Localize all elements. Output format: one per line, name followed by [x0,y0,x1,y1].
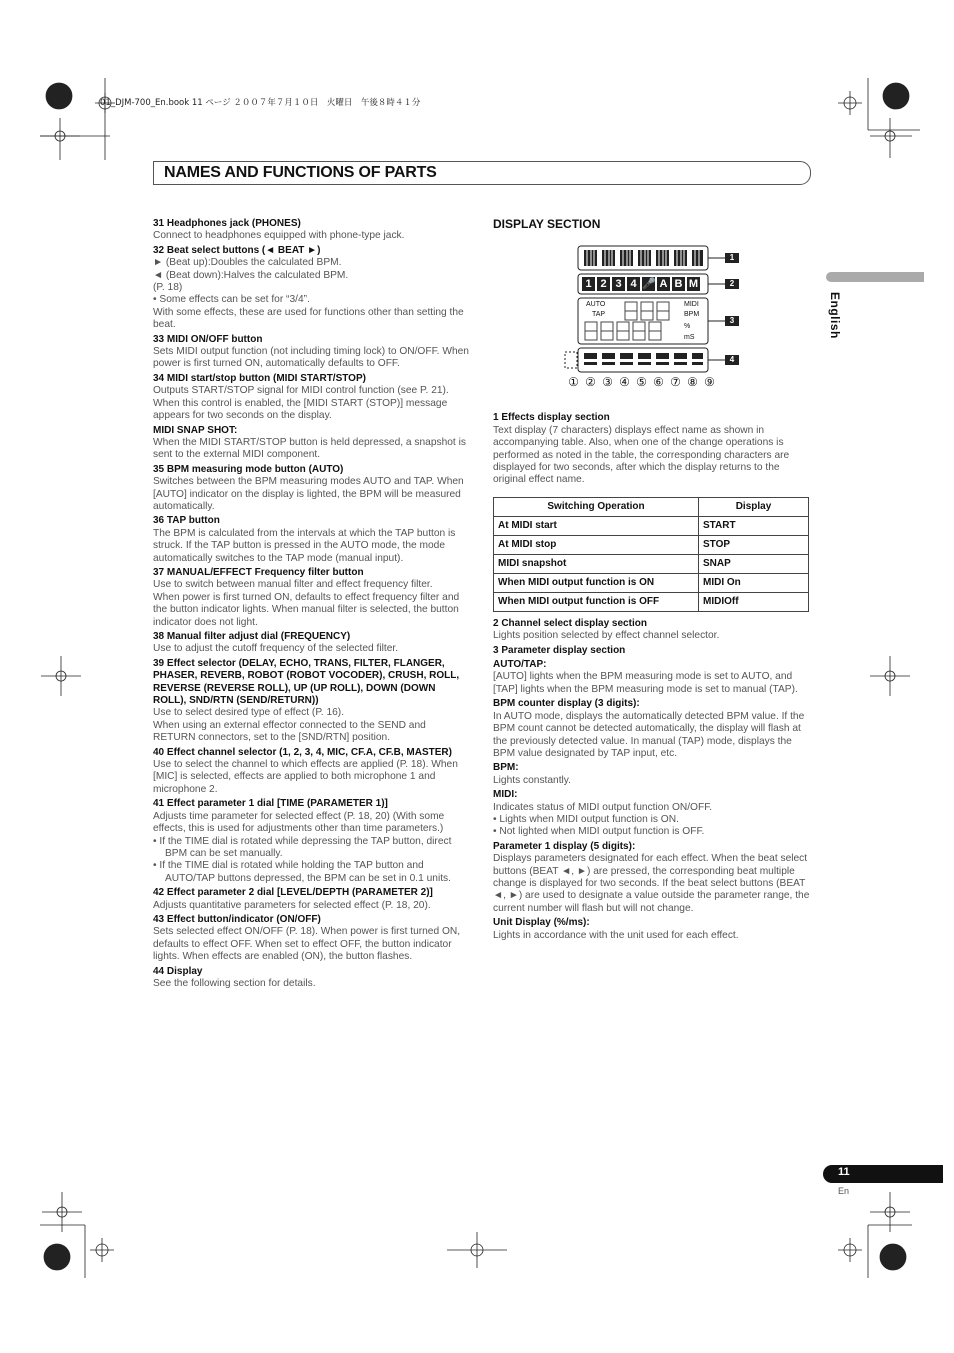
paragraph: Displays parameters designated for each effect. When the beat select buttons (BEAT ◄, ►) are pressed, the corresponding beat multiple change is displayed for two seconds. If the beat select buttons (BEAT ◄, ►) are used to designate a value outside the parameter range, the current number will flash but will not change. [493,853,810,914]
bpm-label: BPM [684,311,700,319]
paragraph: See the following section for details. [153,977,316,989]
part1-text: Text display (7 characters) displays effect name as shown in accompanying table. Also, when one of the change operations is performed as noted in the table, the corresponding characters are displayed for two seconds, after which the display returns to the original effect name. [493,424,790,486]
channel-char: M [688,278,699,291]
paragraph: In AUTO mode, displays the automatically detected BPM value. If the BPM count cannot be detected automatically, the display will flash at the previously detected value. In manual (TAP) mode, displays the BPM value designated by TAP input, etc. [493,710,805,759]
bullet-item: • If the TIME dial is rotated while holding the TAP button and AUTO/TAP buttons depressed, the BPM can be set in 0.1 units. [153,860,451,884]
item-heading: MIDI SNAP SHOT: [153,424,238,436]
ms-label: mS [684,334,695,342]
item-heading: 35 BPM measuring mode button (AUTO) [153,463,344,475]
paragraph: (P. 18) [153,282,183,294]
circled-number-row [567,376,716,388]
table-cell: STOP [699,535,809,554]
bullet-item: • Not lighted when MIDI output function is OFF. [493,826,705,838]
circled-number: ⑦ [670,375,681,390]
bullet-item: • If the TIME dial is rotated while depressing the TAP button, direct BPM can be set manually. [153,835,452,859]
callout-2: 2 [729,279,735,289]
item-heading: 2 Channel select display section [493,617,647,629]
paragraph: Indicates status of MIDI output function ON/OFF. [493,801,713,813]
page-lang: En [838,1186,850,1196]
table-cell: MIDI On [699,573,809,592]
auto-label: AUTO [586,301,606,309]
circled-number: ⑧ [687,375,698,390]
paragraph: [AUTO] lights when the BPM measuring mode is set to AUTO, and [TAP] lights when the BPM measuring mode is set to manual (TAP). [493,671,798,695]
item-heading: MIDI: [493,789,518,801]
item-heading: AUTO/TAP: [493,659,547,671]
table-cell: SNAP [699,554,809,573]
item-heading: 43 Effect button/indicator (ON/OFF) [153,913,321,925]
circled-number: ⑤ [636,375,647,390]
table-row [494,516,809,535]
channel-char: A [657,277,670,291]
page-number: 11 [838,1166,850,1178]
callout-4: 4 [729,355,735,365]
paragraph: Lights constantly. [493,774,571,786]
item-heading: 39 Effect selector (DELAY, ECHO, TRANS, FILTER, FLANGER, PHASER, REVERB, ROBOT (ROBOT VOCODER), CRUSH, ROLL, REVERSE (REVERSE ROLL), UP (UP ROLL), DOWN (DOWN ROLL), SND/RTN (SEND/RETURN)) [153,657,460,707]
table-row [494,592,809,611]
part1-heading: 1 Effects display section [493,412,610,424]
item-heading: BPM: [493,762,519,774]
item-heading: 33 MIDI ON/OFF button [153,333,263,345]
circled-number: ⑥ [653,375,664,390]
circled-number: ② [585,375,596,390]
midi-label: MIDI [684,301,699,309]
paragraph: When the MIDI START/STOP button is held depressed, a snapshot is sent to the external MIDI component. [153,436,466,461]
item-heading: 34 MIDI start/stop button (MIDI START/STOP) [153,372,366,384]
table-row [494,573,809,592]
channel-char: 1 [582,277,595,291]
paragraph: The BPM is calculated from the intervals at which the TAP button is struck. If the TAP button is pressed in the AUTO mode, the mode automatically switches to the TAP mode (manual input). [153,527,456,564]
section-title: NAMES AND FUNCTIONS OF PARTS [164,164,437,181]
item-heading: 38 Manual filter adjust dial (FREQUENCY) [153,631,351,642]
table-row [494,535,809,554]
item-heading: 44 Display [153,965,203,977]
paragraph: Sets MIDI output function (not including timing lock) to ON/OFF. When power is first turned ON, automatically defaults to OFF. [153,346,469,370]
table-cell: MIDIOff [699,592,809,611]
item-heading: 3 Parameter display section [493,644,626,656]
section-title-bar [153,161,811,185]
display-section-heading: DISPLAY SECTION [493,217,601,231]
circled-number: ① [568,375,579,390]
item-heading: 41 Effect parameter 1 dial [TIME (PARAMETER 1)] [153,798,388,810]
table-header: Switching Operation [494,497,699,516]
channel-char: 2 [597,277,610,291]
item-heading: 31 Headphones jack (PHONES) [153,218,301,229]
paragraph: When power is first turned ON, defaults to effect frequency filter and the button indicator lights. When manual filter is selected, the button indicator does not light. [153,591,460,628]
table-cell: MIDI snapshot [494,554,699,573]
item-heading: Unit Display (%/ms): [493,917,590,929]
file-header: 01_DJM-700_En.book 11 ページ ２００７年７月１０日 火曜日 午後８時４１分 [100,98,421,108]
language-tab [826,272,924,282]
table-cell: When MIDI output function is ON [494,573,699,592]
display-figure [493,238,811,408]
channel-char: 3 [612,277,625,291]
paragraph: Adjusts time parameter for selected effect (P. 18, 20) (With some effects, this is used for adjustments other than time parameters.) [153,810,445,835]
table-row [494,554,809,573]
item-heading: 32 Beat select buttons (◄ BEAT ►) [153,244,321,256]
channel-char: 4 [627,277,640,291]
paragraph: Adjusts quantitative parameters for selected effect (P. 18, 20). [153,899,431,911]
item-heading: 40 Effect channel selector (1, 2, 3, 4, MIC, CF.A, CF.B, MASTER) [153,746,452,758]
paragraph: Connect to headphones equipped with phone-type jack. [153,230,405,242]
bullet-item: • Lights when MIDI output function is ON. [493,813,679,825]
item-heading: BPM counter display (3 digits): [493,698,640,710]
paragraph: Use to select desired type of effect (P. 16). [153,707,345,719]
callout-3: 3 [729,316,735,326]
item-heading: 37 MANUAL/EFFECT Frequency filter button [153,566,364,578]
channel-select-row [582,277,700,291]
switching-table [493,497,809,612]
callout-1: 1 [729,253,735,263]
tap-label: TAP [592,311,606,319]
display-details [493,618,811,942]
channel-char: B [672,277,685,291]
paragraph: Outputs START/STOP signal for MIDI control function (see P. 21). When this control is enabled, the [MIDI START (STOP)] message appears for two seconds on the display. [153,385,449,422]
paragraph: Use to switch between manual filter and effect frequency filter. [153,579,433,591]
circled-number: ③ [602,375,613,390]
table-cell: START [699,516,809,535]
mic-icon: 🎤 [642,278,656,291]
table-cell: When MIDI output function is OFF [494,592,699,611]
paragraph: Sets selected effect ON/OFF (P. 18). When power is first turned ON, defaults to effect OFF. When set to effect OFF, the button indicator lights. When effects are enabled (ON), the button flashes. [153,926,461,963]
paragraph: Use to adjust the cutoff frequency of the selected filter. [153,643,399,655]
paragraph: Lights position selected by effect channel selector. [493,630,720,642]
paragraph: When using an external effector connected to the SEND and RETURN connectors, set to the [SND/RTN] position. [153,719,426,744]
paragraph: Lights in accordance with the unit used for each effect. [493,929,739,941]
paragraph: ► (Beat up):Doubles the calculated BPM. [153,257,342,269]
paragraph: Switches between the BPM measuring modes AUTO and TAP. When [AUTO] indicator on the display is lighted, the BPM will be measured automatically. [153,476,464,512]
table-header: Display [699,497,809,516]
item-heading: 42 Effect parameter 2 dial [LEVEL/DEPTH (PARAMETER 2)] [153,887,433,899]
language-label: English [828,292,842,339]
paragraph: ◄ (Beat down):Halves the calculated BPM. [153,269,349,281]
circled-number: ⑨ [704,375,715,390]
bullet-item: • Some effects can be set for “3/4”. [153,294,310,306]
paragraph: Use to select the channel to which effects are applied (P. 18). When [MIC] is selected, effects are applied to both microphone 1 and microphone 2. [153,759,458,795]
right-column [493,218,811,942]
table-cell: At MIDI stop [494,535,699,554]
circled-number: ④ [619,375,630,390]
table-cell: At MIDI start [494,516,699,535]
percent-label: % [684,323,691,331]
item-heading: Parameter 1 display (5 digits): [493,840,636,852]
item-heading: 36 TAP button [153,515,220,527]
paragraph: With some effects, these are used for functions other than setting the beat. [153,306,464,331]
left-column [153,218,471,990]
